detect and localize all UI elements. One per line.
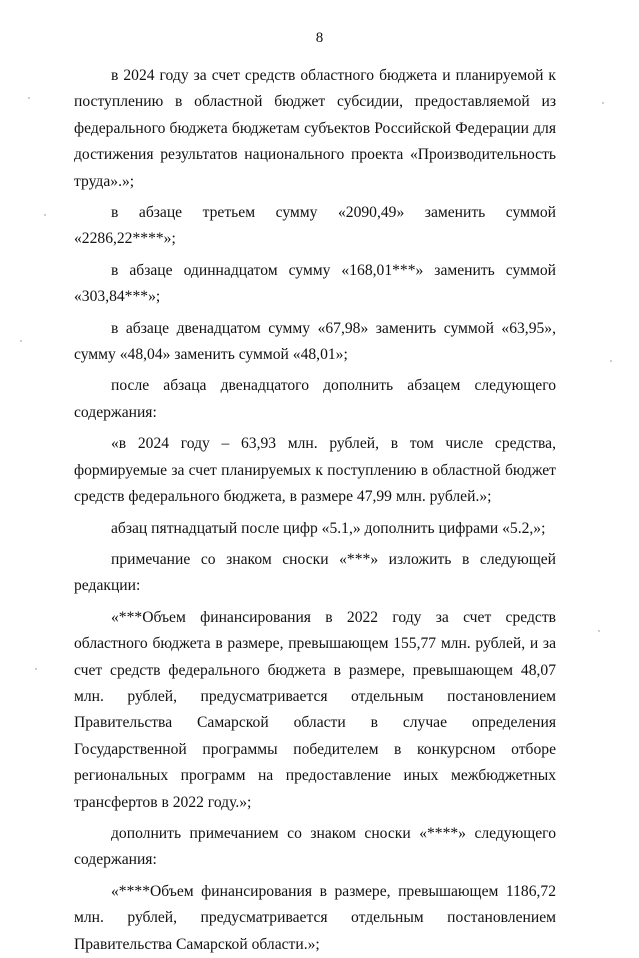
paragraph-amend-eleventh: в абзаце одиннадцатом сумму «168,01***» заменить суммой «303,84***»;	[74, 261, 556, 306]
paragraph-note-three-stars: примечание со знаком сноски «***» изложить в следующей редакции:	[74, 550, 556, 595]
paragraph-quote-three-stars: «***Объем финансирования в 2022 году за счет средств областного бюджета в размере, превышающем 155,77 млн. рублей, и за счет средств федерального бюджета в размере, превышающем 48,07 млн. рублей, предусматривается отдельным постановлением Правительства Самарской области в случае определения Государственной программы победителем в конкурсном отборе региональных программ на предоставление иных межбюджетных трансфертов в 2022 году.»;	[74, 608, 556, 811]
scan-speck	[35, 668, 37, 670]
scan-speck	[598, 630, 600, 632]
page-number: 8	[315, 30, 324, 46]
paragraph-quote-four-stars: «****Объем финансирования в размере, превышающем 1186,72 млн. рублей, предусматривается отдельным постановлением Правительства Самарской области.»;	[74, 882, 556, 953]
scan-speck	[44, 214, 46, 216]
scan-speck	[610, 360, 612, 362]
scan-speck	[20, 340, 22, 342]
paragraph-note-four-stars: дополнить примечанием со знаком сноски «****» следующего содержания:	[74, 824, 556, 869]
paragraph-funding-2024: в 2024 году за счет средств областного бюджета и планируемой к поступлению в областной бюджет субсидии, предоставляемой из федерального бюджета бюджетам субъектов Российской Федерации для достижения результатов национального проекта «Производительность труда».»;	[74, 67, 556, 190]
paragraph-amend-third: в абзаце третьем сумму «2090,49» заменить суммой «2286,22****»;	[74, 204, 556, 248]
paragraph-quote-2024: «в 2024 году – 63,93 млн. рублей, в том числе средства, формируемые за счет планируемых к поступлению в областной бюджет средств федерального бюджета, в размере 47,99 млн. рублей.»;	[74, 435, 556, 506]
scan-speck	[28, 97, 30, 99]
scan-speck	[602, 102, 604, 104]
paragraph-amend-twelfth: в абзаце двенадцатом сумму «67,98» заменить суммой «63,95», сумму «48,04» заменить суммой «48,01»;	[74, 319, 556, 364]
paragraph-amend-fifteenth: абзац пятнадцатый после цифр «5.1,» дополнить цифрами «5.2,»;	[111, 519, 546, 537]
paragraph-add-after-twelfth: после абзаца двенадцатого дополнить абзацем следующего содержания:	[74, 377, 556, 421]
document-body	[74, 63, 556, 958]
